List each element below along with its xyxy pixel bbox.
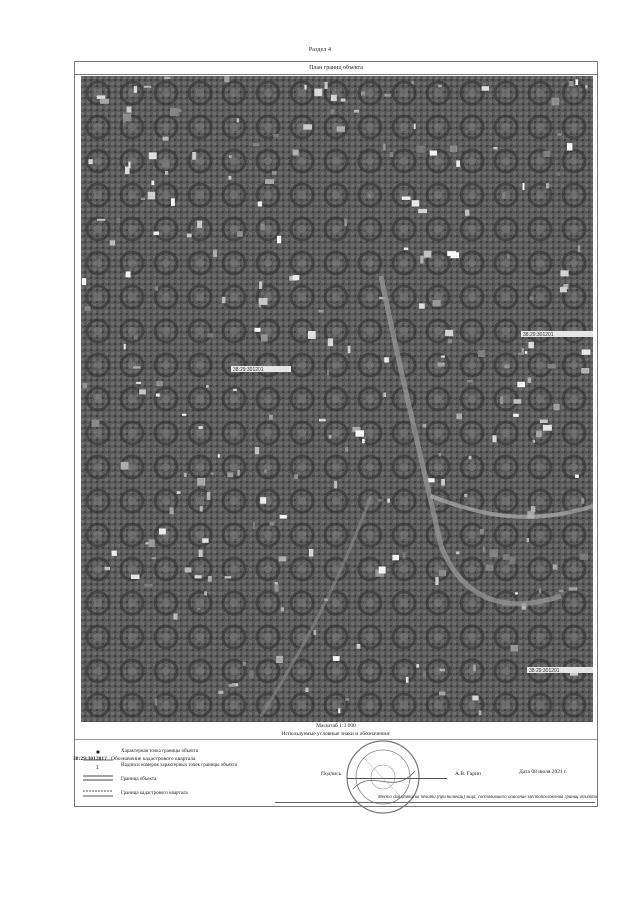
map-building-block bbox=[418, 209, 427, 213]
map-building-block bbox=[569, 81, 574, 86]
map-building-block bbox=[334, 481, 337, 489]
map-building-block bbox=[517, 382, 525, 387]
map-building-block bbox=[218, 454, 220, 457]
map-building-block bbox=[536, 431, 542, 438]
map-building-block bbox=[233, 389, 237, 391]
map-building-block bbox=[441, 356, 445, 358]
map-building-block bbox=[293, 275, 300, 280]
map-building-block bbox=[197, 608, 200, 610]
map-building-block bbox=[552, 98, 560, 106]
map-building-block bbox=[511, 645, 519, 652]
map-building-block bbox=[515, 592, 518, 594]
map-building-block bbox=[309, 549, 313, 557]
map-building-block bbox=[423, 671, 426, 678]
map-building-block bbox=[237, 231, 243, 236]
map-building-block bbox=[155, 698, 158, 705]
quarter-text: Обозначение кадастрового квартала bbox=[111, 756, 196, 762]
map-building-block bbox=[265, 179, 274, 184]
map-building-block bbox=[575, 79, 578, 85]
map-building-block bbox=[110, 240, 116, 245]
map-building-block bbox=[456, 160, 460, 167]
map-building-block bbox=[585, 85, 587, 88]
map-building-block bbox=[253, 522, 255, 529]
map-building-block bbox=[237, 470, 239, 476]
map-building-block bbox=[272, 171, 277, 175]
map-building-block bbox=[126, 271, 131, 277]
map-building-block bbox=[440, 669, 445, 672]
map-building-block bbox=[357, 644, 361, 649]
map-building-block bbox=[383, 144, 385, 151]
plan-title: План границ объекта bbox=[75, 62, 597, 75]
boundary-line-icon bbox=[83, 773, 113, 787]
signature-date: Дата 08 июля 2021 г. bbox=[519, 769, 568, 775]
map-building-block bbox=[314, 630, 317, 635]
map-building-block bbox=[105, 567, 111, 570]
map-building-block bbox=[450, 146, 457, 153]
map-building-block bbox=[117, 218, 120, 223]
map-building-block bbox=[207, 492, 211, 500]
map-building-block bbox=[144, 86, 152, 88]
map-building-block bbox=[174, 613, 178, 619]
map-building-block bbox=[578, 245, 580, 252]
map-building-block bbox=[424, 251, 432, 258]
map-building-block bbox=[155, 287, 158, 291]
map-building-block bbox=[486, 565, 494, 571]
map-building-block bbox=[82, 278, 86, 285]
map-building-block bbox=[325, 82, 328, 89]
map-building-block bbox=[338, 708, 340, 713]
map-building-block bbox=[525, 351, 528, 354]
map-building-block bbox=[197, 221, 202, 228]
map-building-block bbox=[430, 151, 437, 156]
legend-title: Используемые условные знаки и обозначения: bbox=[75, 731, 597, 740]
map-building-block bbox=[560, 287, 567, 292]
map-building-block bbox=[227, 472, 233, 477]
map-building-block bbox=[368, 195, 370, 198]
map-building-block bbox=[502, 192, 505, 199]
legend-text: Характерная точка границы объекта bbox=[121, 749, 199, 754]
map-building-block bbox=[211, 473, 214, 475]
map-building-block bbox=[548, 364, 556, 369]
map-building-block bbox=[379, 567, 386, 574]
map-building-block bbox=[280, 515, 287, 519]
map-building-block bbox=[222, 297, 226, 303]
map-building-block bbox=[83, 383, 88, 389]
svg-text:1: 1 bbox=[96, 765, 99, 771]
map-building-block bbox=[275, 584, 279, 591]
map-building-block bbox=[527, 538, 529, 542]
map-building-block bbox=[403, 552, 406, 558]
map-building-block bbox=[151, 181, 154, 186]
map-building-block bbox=[419, 303, 425, 308]
map-building-block bbox=[229, 684, 236, 687]
map-building-block bbox=[500, 396, 503, 403]
map-building-block bbox=[328, 338, 333, 346]
map-building-block bbox=[439, 570, 446, 576]
map-label-2: 38:29:301201 bbox=[523, 332, 554, 338]
map-building-block bbox=[187, 234, 192, 238]
map-building-block bbox=[277, 236, 281, 244]
map-building-block bbox=[164, 77, 170, 80]
map-building-block bbox=[575, 475, 579, 478]
map-building-block bbox=[412, 81, 414, 84]
map-building-block bbox=[361, 91, 365, 95]
map-building-block bbox=[556, 173, 560, 176]
map-building-block bbox=[192, 152, 196, 160]
map-building-block bbox=[124, 344, 126, 350]
map-building-block bbox=[144, 584, 152, 588]
map-building-block bbox=[438, 85, 442, 88]
quarter-number: 38:29:301201? bbox=[73, 756, 107, 762]
map-building-block bbox=[261, 334, 268, 341]
map-building-block bbox=[509, 557, 515, 565]
map-building-block bbox=[344, 219, 347, 226]
map-building-block bbox=[465, 210, 469, 216]
map-building-block bbox=[259, 298, 268, 305]
map-building-block bbox=[195, 575, 202, 578]
map-building-block bbox=[206, 385, 209, 388]
map-building-block bbox=[530, 297, 534, 301]
map-building-block bbox=[255, 328, 261, 332]
map-building-block bbox=[199, 550, 203, 557]
map-building-block bbox=[127, 107, 132, 113]
map-building-block bbox=[224, 76, 229, 82]
map-building-block bbox=[480, 529, 484, 535]
map-building-block bbox=[337, 126, 345, 132]
legend-text: Граница объекта bbox=[121, 777, 157, 782]
map-building-block bbox=[439, 453, 442, 457]
map-building-block bbox=[417, 146, 426, 153]
map-building-block bbox=[503, 554, 510, 560]
map-building-block bbox=[467, 380, 473, 383]
map-building-block bbox=[253, 143, 260, 146]
map-building-block bbox=[412, 200, 420, 206]
signature-line bbox=[347, 778, 447, 779]
map-building-block bbox=[153, 232, 159, 236]
map-building-block bbox=[438, 363, 445, 367]
map-building-block bbox=[543, 151, 550, 157]
quarter-boundary-icon bbox=[83, 787, 113, 801]
map-building-block bbox=[377, 499, 382, 502]
map-building-block bbox=[507, 255, 509, 259]
map-building-block bbox=[448, 339, 452, 343]
map-building-block bbox=[333, 656, 340, 661]
map-building-block bbox=[208, 333, 214, 337]
plan-frame bbox=[74, 61, 598, 807]
map-building-block bbox=[279, 556, 287, 561]
map-building-block bbox=[533, 440, 536, 443]
satellite-map bbox=[81, 76, 593, 722]
map-building-block bbox=[384, 94, 390, 97]
map-building-block bbox=[255, 447, 259, 454]
map-building-block bbox=[354, 110, 359, 113]
signature-name: А.В. Гарин bbox=[455, 771, 481, 777]
map-building-block bbox=[472, 696, 478, 701]
map-building-block bbox=[163, 137, 169, 141]
map-building-block bbox=[185, 567, 192, 572]
map-building-block bbox=[423, 424, 427, 428]
map-building-block bbox=[514, 399, 522, 404]
map-building-block bbox=[305, 688, 308, 693]
map-building-block bbox=[88, 159, 92, 164]
seal-stamp-icon bbox=[343, 737, 423, 817]
map-building-block bbox=[133, 366, 140, 368]
map-building-block bbox=[331, 109, 335, 114]
map-building-block bbox=[149, 539, 155, 547]
map-building-block bbox=[356, 430, 365, 436]
map-building-block bbox=[528, 377, 532, 383]
map-building-block bbox=[331, 95, 337, 101]
map-building-block bbox=[269, 415, 273, 420]
map-building-block bbox=[345, 447, 348, 451]
map-building-block bbox=[208, 576, 212, 582]
map-building-block bbox=[435, 577, 438, 585]
map-building-block bbox=[294, 474, 298, 479]
map-building-block bbox=[314, 89, 322, 97]
map-building-block bbox=[156, 394, 160, 397]
map-building-block bbox=[139, 389, 146, 394]
map-building-block bbox=[569, 587, 578, 590]
map-building-block bbox=[560, 270, 568, 276]
map-building-block bbox=[557, 133, 562, 136]
map-building-block bbox=[270, 522, 275, 526]
map-building-block bbox=[148, 192, 156, 200]
map-building-block bbox=[390, 152, 394, 157]
map-building-block bbox=[123, 114, 131, 122]
map-building-block bbox=[281, 607, 284, 611]
map-building-block bbox=[543, 425, 552, 431]
map-building-block bbox=[261, 223, 265, 230]
map-building-block bbox=[327, 370, 329, 376]
map-building-block bbox=[303, 124, 312, 129]
map-building-block bbox=[482, 86, 489, 91]
map-building-block bbox=[513, 414, 519, 417]
map-building-block bbox=[249, 671, 254, 679]
map-building-block bbox=[136, 382, 141, 384]
map-building-block bbox=[152, 557, 156, 559]
map-building-block bbox=[149, 152, 157, 159]
map-building-block bbox=[131, 575, 140, 579]
map-building-block bbox=[85, 306, 91, 311]
map-label-3: 38:29:301201 bbox=[529, 668, 560, 674]
map-building-block bbox=[273, 134, 279, 137]
map-building-block bbox=[518, 353, 523, 355]
map-building-block bbox=[170, 507, 174, 514]
map-building-block bbox=[581, 368, 589, 374]
map-building-block bbox=[464, 494, 467, 497]
map-building-block bbox=[539, 589, 542, 594]
map-building-block bbox=[156, 381, 163, 386]
map-building-block bbox=[479, 710, 482, 715]
map-building-block bbox=[229, 155, 232, 158]
map-building-block bbox=[134, 86, 137, 93]
map-building-block bbox=[218, 691, 223, 694]
map-building-block bbox=[200, 506, 203, 511]
map-building-block bbox=[345, 698, 349, 701]
map-building-block bbox=[567, 143, 572, 150]
map-building-block bbox=[96, 394, 101, 399]
map-building-block bbox=[177, 491, 181, 494]
footer-note: Место для оттиска печати (при наличии) лица, составившего описание местоположения границ объекта bbox=[377, 795, 597, 800]
map-building-block bbox=[258, 201, 262, 206]
map-building-block bbox=[540, 420, 548, 424]
map-building-block bbox=[553, 564, 558, 569]
map-building-block bbox=[473, 665, 476, 672]
map-building-block bbox=[329, 435, 332, 439]
map-building-block bbox=[490, 549, 498, 557]
map-building-block bbox=[264, 469, 267, 473]
map-building-block bbox=[416, 664, 419, 667]
map-building-block bbox=[441, 479, 445, 486]
map-building-block bbox=[197, 478, 205, 486]
map-building-block bbox=[582, 349, 591, 355]
map-building-block bbox=[204, 591, 207, 595]
map-building-block bbox=[392, 555, 399, 560]
legend-text: Граница кадастрового квартала bbox=[121, 791, 188, 796]
map-building-block bbox=[100, 99, 109, 104]
map-building-block bbox=[202, 538, 208, 542]
map-building-block bbox=[546, 183, 549, 188]
map-building-block bbox=[456, 551, 460, 554]
map-building-block bbox=[341, 99, 346, 102]
map-building-block bbox=[402, 197, 411, 200]
map-building-block bbox=[469, 456, 472, 460]
map-building-block bbox=[165, 171, 168, 175]
map-building-block bbox=[128, 162, 130, 169]
map-building-block bbox=[504, 365, 509, 369]
map-building-block bbox=[308, 331, 316, 339]
map-building-block bbox=[259, 281, 262, 289]
map-building-block bbox=[528, 342, 534, 348]
section-title: Раздел 4 bbox=[308, 47, 332, 53]
map-building-block bbox=[260, 497, 266, 504]
map-building-block bbox=[559, 590, 564, 593]
footer-line bbox=[275, 802, 595, 803]
map-building-block bbox=[276, 656, 283, 663]
map-building-block bbox=[414, 124, 416, 130]
map-building-block bbox=[554, 404, 560, 411]
map-building-block bbox=[319, 419, 326, 422]
map-building-block bbox=[121, 462, 129, 470]
map-building-block bbox=[384, 357, 389, 362]
map-building-block bbox=[445, 330, 453, 336]
map-building-block bbox=[406, 677, 409, 683]
map-building-block bbox=[182, 414, 186, 416]
map-building-block bbox=[199, 426, 203, 429]
map-building-block bbox=[439, 692, 445, 696]
map-building-block bbox=[387, 499, 390, 503]
map-building-block bbox=[348, 346, 351, 353]
map-building-block bbox=[228, 176, 231, 180]
map-graphic bbox=[81, 76, 593, 722]
map-building-block bbox=[478, 350, 485, 357]
map-building-block bbox=[173, 109, 181, 112]
map-building-block bbox=[447, 251, 456, 256]
map-building-block bbox=[225, 576, 232, 579]
map-building-block bbox=[483, 547, 485, 553]
map-building-block bbox=[184, 473, 187, 477]
map-building-block bbox=[92, 420, 100, 427]
legend-text: Надписи номеров характерных точек границы объекта bbox=[121, 763, 238, 768]
map-label-1: 38:29:301201 bbox=[233, 367, 264, 373]
map-building-block bbox=[171, 198, 175, 206]
map-building-block bbox=[134, 335, 138, 339]
map-building-block bbox=[383, 393, 386, 398]
map-building-block bbox=[404, 248, 409, 251]
map-building-block bbox=[456, 414, 462, 420]
map-building-block bbox=[162, 162, 170, 168]
map-building-block bbox=[362, 439, 365, 443]
map-building-block bbox=[293, 150, 299, 156]
map-building-block bbox=[493, 147, 497, 149]
map-building-block bbox=[433, 300, 441, 307]
map-building-block bbox=[141, 198, 145, 200]
map-building-block bbox=[213, 250, 217, 257]
signature-label: Подпись bbox=[321, 771, 342, 777]
map-building-block bbox=[97, 219, 105, 221]
map-building-block bbox=[523, 183, 525, 190]
map-building-block bbox=[243, 662, 246, 666]
map-building-block bbox=[420, 256, 423, 264]
map-building-block bbox=[319, 310, 324, 313]
map-building-block bbox=[581, 498, 584, 504]
map-building-block bbox=[112, 551, 117, 556]
map-building-block bbox=[580, 554, 588, 560]
map-building-block bbox=[304, 85, 306, 90]
map-building-block bbox=[159, 529, 166, 535]
map-building-block bbox=[237, 118, 239, 122]
map-building-block bbox=[493, 435, 497, 442]
scale-text: Масштаб 1:3 000 bbox=[316, 723, 356, 729]
map-building-block bbox=[97, 95, 106, 99]
